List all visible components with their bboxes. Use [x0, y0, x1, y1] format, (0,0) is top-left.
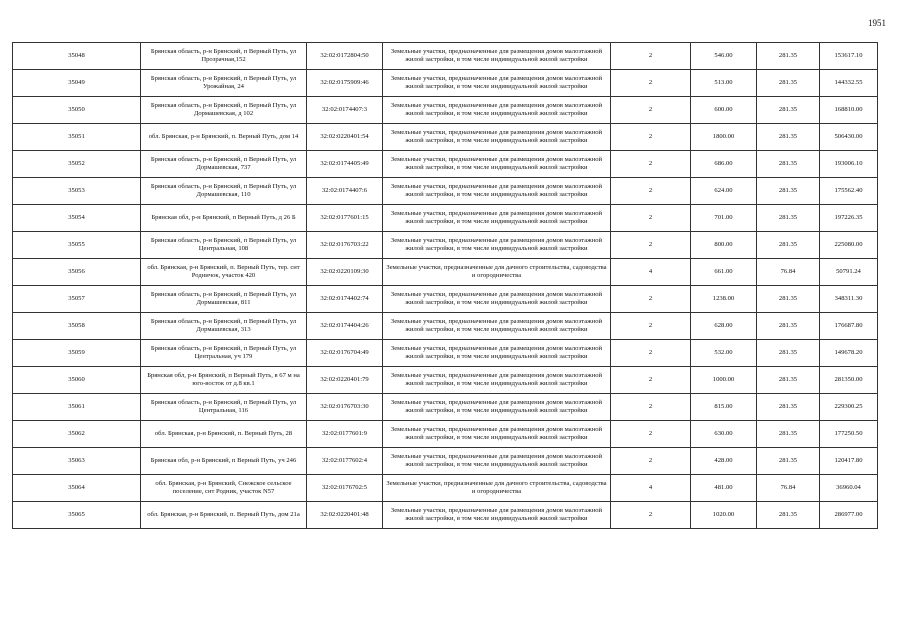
cell-rate: 281.35 [757, 421, 820, 448]
table-row [13, 43, 878, 70]
table-row [13, 70, 878, 97]
cell-area: 661.00 [691, 259, 757, 286]
cell-record-id: 35059 [13, 340, 141, 367]
cell-rate: 281.35 [757, 232, 820, 259]
cell-group: 2 [611, 178, 691, 205]
cell-address: обл. Брянская, р-н Брянский, п. Верный Путь, тер. снт Родничок, участок 420 [141, 259, 307, 286]
table-row [13, 448, 878, 475]
cell-rate: 281.35 [757, 97, 820, 124]
cell-area: 1000.00 [691, 367, 757, 394]
cell-record-id: 35054 [13, 205, 141, 232]
table-row [13, 205, 878, 232]
table-row [13, 232, 878, 259]
cell-land-purpose: Земельные участки, предназначенные для размещения домов малоэтажной жилой застройки, в том числе индивидуальной жилой застройки [383, 97, 611, 124]
page-number: 1951 [868, 18, 886, 28]
cell-record-id: 35057 [13, 286, 141, 313]
cell-group: 2 [611, 367, 691, 394]
cell-land-purpose: Земельные участки, предназначенные для размещения домов малоэтажной жилой застройки, в том числе индивидуальной жилой застройки [383, 178, 611, 205]
cell-land-purpose: Земельные участки, предназначенные для размещения домов малоэтажной жилой застройки, в том числе индивидуальной жилой застройки [383, 502, 611, 529]
cell-land-purpose: Земельные участки, предназначенные для размещения домов малоэтажной жилой застройки, в том числе индивидуальной жилой застройки [383, 43, 611, 70]
cell-cadastral-value: 197226.35 [820, 205, 878, 232]
cell-area: 628.00 [691, 313, 757, 340]
table-row [13, 124, 878, 151]
cell-record-id: 35052 [13, 151, 141, 178]
cell-land-purpose: Земельные участки, предназначенные для размещения домов малоэтажной жилой застройки, в том числе индивидуальной жилой застройки [383, 367, 611, 394]
cell-address: Брянская обл, р-н Брянский, п Верный Путь, в 67 м на юго-восток от д.8 кв.1 [141, 367, 307, 394]
cell-record-id: 35050 [13, 97, 141, 124]
cell-address: Брянская область, р-н Брянский, п Верный Путь, ул Прозрачная,152 [141, 43, 307, 70]
cell-group: 2 [611, 205, 691, 232]
cell-area: 630.00 [691, 421, 757, 448]
cell-cadastral-number: 32:02:0175909:46 [307, 70, 383, 97]
cell-rate: 281.35 [757, 313, 820, 340]
cell-land-purpose: Земельные участки, предназначенные для дачного строительства, садоводства и огородничества [383, 259, 611, 286]
cell-rate: 281.35 [757, 151, 820, 178]
cell-area: 600.00 [691, 97, 757, 124]
cell-address: обл. Брянская, р-н Брянский, Снежское сельское поселение, снт Родник, участок N57 [141, 475, 307, 502]
cell-rate: 281.35 [757, 43, 820, 70]
cell-rate: 76.84 [757, 475, 820, 502]
cell-group: 2 [611, 232, 691, 259]
cell-address: обл. Брянская, р-н Брянский, п. Верный Путь, дом 21а [141, 502, 307, 529]
cell-group: 2 [611, 340, 691, 367]
cell-group: 2 [611, 286, 691, 313]
cell-rate: 281.35 [757, 448, 820, 475]
cell-record-id: 35055 [13, 232, 141, 259]
cell-area: 532.00 [691, 340, 757, 367]
cell-land-purpose: Земельные участки, предназначенные для размещения домов малоэтажной жилой застройки, в том числе индивидуальной жилой застройки [383, 70, 611, 97]
cell-land-purpose: Земельные участки, предназначенные для размещения домов малоэтажной жилой застройки, в том числе индивидуальной жилой застройки [383, 448, 611, 475]
cell-cadastral-value: 50791.24 [820, 259, 878, 286]
cell-cadastral-number: 32:02:0177601:15 [307, 205, 383, 232]
cell-cadastral-value: 176687.80 [820, 313, 878, 340]
cell-rate: 281.35 [757, 502, 820, 529]
cell-rate: 281.35 [757, 286, 820, 313]
cell-cadastral-number: 32:02:0172804:50 [307, 43, 383, 70]
cell-address: Брянская область, р-н Брянский, п Верный Путь, ул Дормашевская, 737 [141, 151, 307, 178]
cell-area: 701.00 [691, 205, 757, 232]
cell-group: 2 [611, 448, 691, 475]
cell-cadastral-value: 225080.00 [820, 232, 878, 259]
cell-record-id: 35063 [13, 448, 141, 475]
cell-area: 428.00 [691, 448, 757, 475]
cell-cadastral-value: 281350.00 [820, 367, 878, 394]
cell-land-purpose: Земельные участки, предназначенные для размещения домов малоэтажной жилой застройки, в том числе индивидуальной жилой застройки [383, 421, 611, 448]
cell-land-purpose: Земельные участки, предназначенные для размещения домов малоэтажной жилой застройки, в том числе индивидуальной жилой застройки [383, 151, 611, 178]
cell-cadastral-value: 348311.30 [820, 286, 878, 313]
cell-area: 1238.00 [691, 286, 757, 313]
cell-group: 2 [611, 124, 691, 151]
table-row [13, 340, 878, 367]
table-row [13, 97, 878, 124]
table-row [13, 259, 878, 286]
table-row [13, 151, 878, 178]
cell-cadastral-number: 32:02:0177601:9 [307, 421, 383, 448]
cell-record-id: 35061 [13, 394, 141, 421]
cell-land-purpose: Земельные участки, предназначенные для размещения домов малоэтажной жилой застройки, в том числе индивидуальной жилой застройки [383, 340, 611, 367]
cell-area: 800.00 [691, 232, 757, 259]
table-row [13, 475, 878, 502]
cell-group: 4 [611, 259, 691, 286]
cell-rate: 281.35 [757, 178, 820, 205]
cell-cadastral-value: 149678.20 [820, 340, 878, 367]
cell-record-id: 35065 [13, 502, 141, 529]
cell-cadastral-value: 506430.00 [820, 124, 878, 151]
cell-cadastral-value: 120417.80 [820, 448, 878, 475]
table-row [13, 502, 878, 529]
cell-address: Брянская область, р-н Брянский, п Верный Путь, ул Дормашевская, 811 [141, 286, 307, 313]
cell-rate: 76.84 [757, 259, 820, 286]
cell-rate: 281.35 [757, 340, 820, 367]
cell-cadastral-number: 32:02:0176703:22 [307, 232, 383, 259]
cell-record-id: 35064 [13, 475, 141, 502]
cell-address: Брянская область, р-н Брянский, п Верный Путь, ул Дормашевская, д 102 [141, 97, 307, 124]
cell-address: Брянская область, р-н Брянский, п Верный Путь, ул Центральная, 108 [141, 232, 307, 259]
cell-cadastral-value: 175562.40 [820, 178, 878, 205]
cell-cadastral-number: 32:02:0174407:3 [307, 97, 383, 124]
table-row [13, 313, 878, 340]
cell-address: Брянская область, р-н Брянский, п Верный Путь, ул Дормашевская, 110 [141, 178, 307, 205]
cell-record-id: 35048 [13, 43, 141, 70]
cell-group: 2 [611, 70, 691, 97]
cell-cadastral-number: 32:02:0220401:48 [307, 502, 383, 529]
cell-cadastral-value: 153617.10 [820, 43, 878, 70]
cell-cadastral-value: 36960.04 [820, 475, 878, 502]
cell-group: 2 [611, 502, 691, 529]
cell-cadastral-number: 32:02:0174405:49 [307, 151, 383, 178]
land-registry-table [12, 42, 878, 529]
cell-record-id: 35051 [13, 124, 141, 151]
cell-cadastral-number: 32:02:0176703:30 [307, 394, 383, 421]
cell-area: 686.00 [691, 151, 757, 178]
cell-record-id: 35056 [13, 259, 141, 286]
cell-area: 1800.00 [691, 124, 757, 151]
cell-cadastral-value: 229300.25 [820, 394, 878, 421]
cell-rate: 281.35 [757, 205, 820, 232]
cell-cadastral-value: 193006.10 [820, 151, 878, 178]
cell-area: 624.00 [691, 178, 757, 205]
cell-cadastral-value: 286977.00 [820, 502, 878, 529]
cell-cadastral-number: 32:02:0220109:30 [307, 259, 383, 286]
cell-land-purpose: Земельные участки, предназначенные для размещения домов малоэтажной жилой застройки, в том числе индивидуальной жилой застройки [383, 232, 611, 259]
cell-rate: 281.35 [757, 124, 820, 151]
cell-area: 481.00 [691, 475, 757, 502]
table-row [13, 421, 878, 448]
cell-address: Брянская обл, р-н Брянский, п Верный Путь, уч 246 [141, 448, 307, 475]
cell-address: Брянская область, р-н Брянский, п Верный Путь, ул Центральная, уч 179 [141, 340, 307, 367]
cell-cadastral-value: 177250.50 [820, 421, 878, 448]
cell-group: 2 [611, 421, 691, 448]
cell-area: 815.00 [691, 394, 757, 421]
cell-cadastral-number: 32:02:0177602:4 [307, 448, 383, 475]
table-row [13, 286, 878, 313]
cell-record-id: 35053 [13, 178, 141, 205]
cell-record-id: 35058 [13, 313, 141, 340]
table-row [13, 394, 878, 421]
cell-group: 2 [611, 394, 691, 421]
cell-area: 546.00 [691, 43, 757, 70]
table-row [13, 178, 878, 205]
cell-group: 2 [611, 151, 691, 178]
cell-address: Брянская область, р-н Брянский, п Верный Путь, ул Дормашевская, 313 [141, 313, 307, 340]
cell-land-purpose: Земельные участки, предназначенные для размещения домов малоэтажной жилой застройки, в том числе индивидуальной жилой застройки [383, 205, 611, 232]
cell-cadastral-number: 32:02:0174402:74 [307, 286, 383, 313]
cell-land-purpose: Земельные участки, предназначенные для размещения домов малоэтажной жилой застройки, в том числе индивидуальной жилой застройки [383, 124, 611, 151]
cell-cadastral-number: 32:02:0176704:49 [307, 340, 383, 367]
cell-cadastral-value: 144332.55 [820, 70, 878, 97]
cell-land-purpose: Земельные участки, предназначенные для размещения домов малоэтажной жилой застройки, в том числе индивидуальной жилой застройки [383, 286, 611, 313]
cell-address: Брянская область, р-н Брянский, п Верный Путь, ул Урожайная, 24 [141, 70, 307, 97]
cell-land-purpose: Земельные участки, предназначенные для размещения домов малоэтажной жилой застройки, в том числе индивидуальной жилой застройки [383, 313, 611, 340]
cell-record-id: 35049 [13, 70, 141, 97]
cell-group: 2 [611, 97, 691, 124]
cell-cadastral-number: 32:02:0220401:79 [307, 367, 383, 394]
cell-record-id: 35062 [13, 421, 141, 448]
cell-land-purpose: Земельные участки, предназначенные для дачного строительства, садоводства и огородничества [383, 475, 611, 502]
cell-cadastral-number: 32:02:0220401:54 [307, 124, 383, 151]
cell-cadastral-number: 32:02:0176702:5 [307, 475, 383, 502]
cell-group: 2 [611, 43, 691, 70]
cell-address: обл. Брянская, р-н Брянский, п. Верный Путь, дом 14 [141, 124, 307, 151]
cell-land-purpose: Земельные участки, предназначенные для размещения домов малоэтажной жилой застройки, в том числе индивидуальной жилой застройки [383, 394, 611, 421]
cell-address: Брянская обл, р-н Брянский, п Верный Путь, д 26 Б [141, 205, 307, 232]
cell-rate: 281.35 [757, 70, 820, 97]
cell-group: 4 [611, 475, 691, 502]
cell-record-id: 35060 [13, 367, 141, 394]
cell-address: обл. Брянская, р-н Брянский, п. Верный Путь, 28 [141, 421, 307, 448]
cell-address: Брянская область, р-н Брянский, п Верный Путь, ул Центральная, 116 [141, 394, 307, 421]
cell-rate: 281.35 [757, 394, 820, 421]
cell-area: 513.00 [691, 70, 757, 97]
table-row [13, 367, 878, 394]
cell-rate: 281.35 [757, 367, 820, 394]
cell-area: 1020.00 [691, 502, 757, 529]
table-body [13, 43, 878, 529]
cell-cadastral-number: 32:02:0174404:26 [307, 313, 383, 340]
cell-group: 2 [611, 313, 691, 340]
cell-cadastral-value: 168810.00 [820, 97, 878, 124]
cell-cadastral-number: 32:02:0174407:6 [307, 178, 383, 205]
